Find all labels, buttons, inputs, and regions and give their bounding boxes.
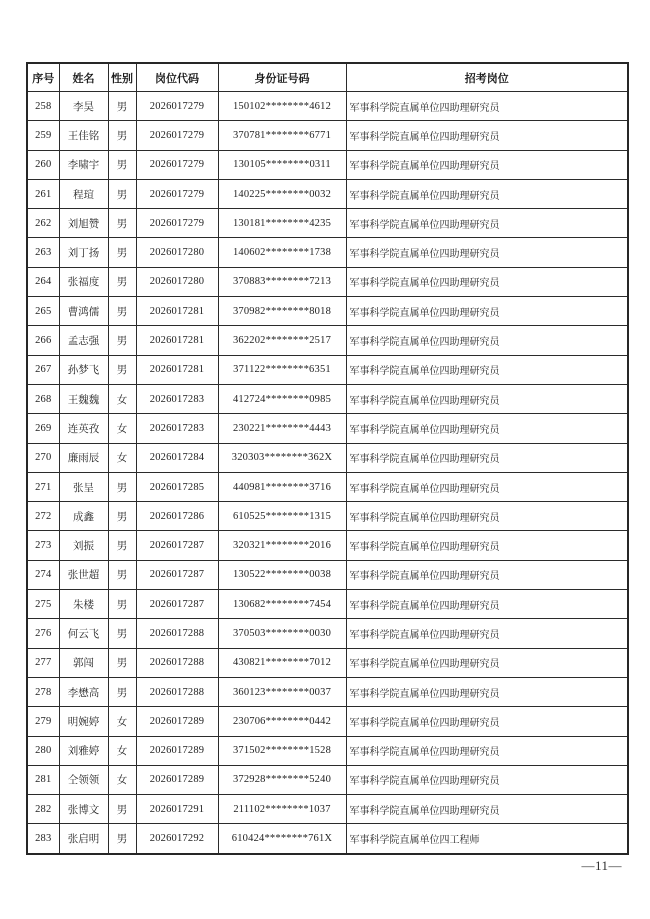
table-row — [27, 443, 628, 472]
table-row — [27, 765, 628, 794]
cell-gender: 女 — [108, 765, 136, 794]
table-row — [27, 121, 628, 150]
cell-name: 仝领领 — [59, 765, 108, 794]
table-row — [27, 531, 628, 560]
column-header-name: 姓名 — [59, 63, 108, 92]
cell-name: 朱楼 — [59, 590, 108, 619]
table-row — [27, 297, 628, 326]
cell-gender: 男 — [108, 472, 136, 501]
cell-no: 260 — [27, 150, 59, 179]
cell-name: 郭闯 — [59, 648, 108, 677]
cell-gender: 男 — [108, 150, 136, 179]
cell-name: 连英孜 — [59, 414, 108, 443]
cell-code: 2026017279 — [136, 150, 218, 179]
cell-code: 2026017283 — [136, 384, 218, 413]
cell-id: 371502********1528 — [218, 736, 346, 765]
cell-code: 2026017289 — [136, 765, 218, 794]
cell-no: 258 — [27, 92, 59, 121]
cell-no: 259 — [27, 121, 59, 150]
cell-name: 孙梦飞 — [59, 355, 108, 384]
cell-gender: 男 — [108, 326, 136, 355]
table-row — [27, 472, 628, 501]
cell-gender: 女 — [108, 707, 136, 736]
cell-no: 264 — [27, 267, 59, 296]
cell-id: 370781********6771 — [218, 121, 346, 150]
cell-no: 262 — [27, 209, 59, 238]
cell-code: 2026017288 — [136, 677, 218, 706]
cell-name: 程瑄 — [59, 179, 108, 208]
cell-id: 140225********0032 — [218, 179, 346, 208]
cell-position: 军事科学院直属单位四助理研究员 — [346, 502, 628, 531]
cell-id: 362202********2517 — [218, 326, 346, 355]
cell-id: 130105********0311 — [218, 150, 346, 179]
table-row — [27, 502, 628, 531]
cell-code: 2026017280 — [136, 238, 218, 267]
cell-position: 军事科学院直属单位四助理研究员 — [346, 179, 628, 208]
cell-code: 2026017291 — [136, 795, 218, 824]
cell-code: 2026017289 — [136, 736, 218, 765]
cell-gender: 男 — [108, 648, 136, 677]
cell-gender: 男 — [108, 267, 136, 296]
cell-id: 140602********1738 — [218, 238, 346, 267]
cell-code: 2026017287 — [136, 590, 218, 619]
cell-position: 军事科学院直属单位四助理研究员 — [346, 619, 628, 648]
table-row — [27, 736, 628, 765]
cell-position: 军事科学院直属单位四助理研究员 — [346, 121, 628, 150]
cell-gender: 女 — [108, 736, 136, 765]
cell-name: 张启明 — [59, 824, 108, 854]
table-row — [27, 648, 628, 677]
cell-no: 268 — [27, 384, 59, 413]
table-row — [27, 238, 628, 267]
cell-position: 军事科学院直属单位四助理研究员 — [346, 209, 628, 238]
cell-code: 2026017284 — [136, 443, 218, 472]
cell-id: 610525********1315 — [218, 502, 346, 531]
page-number: —11— — [581, 858, 622, 873]
cell-code: 2026017288 — [136, 648, 218, 677]
table-row — [27, 326, 628, 355]
table-row — [27, 384, 628, 413]
table-row — [27, 824, 628, 854]
cell-id: 230221********4443 — [218, 414, 346, 443]
table-body — [27, 92, 628, 854]
cell-gender: 女 — [108, 414, 136, 443]
cell-no: 283 — [27, 824, 59, 854]
cell-position: 军事科学院直属单位四助理研究员 — [346, 531, 628, 560]
cell-name: 张福度 — [59, 267, 108, 296]
cell-position: 军事科学院直属单位四助理研究员 — [346, 707, 628, 736]
cell-position: 军事科学院直属单位四助理研究员 — [346, 590, 628, 619]
cell-name: 张世超 — [59, 560, 108, 589]
cell-position: 军事科学院直属单位四助理研究员 — [346, 648, 628, 677]
cell-name: 孟志强 — [59, 326, 108, 355]
cell-position: 军事科学院直属单位四助理研究员 — [346, 736, 628, 765]
cell-no: 272 — [27, 502, 59, 531]
cell-gender: 男 — [108, 121, 136, 150]
cell-name: 刘振 — [59, 531, 108, 560]
cell-no: 278 — [27, 677, 59, 706]
cell-id: 360123********0037 — [218, 677, 346, 706]
cell-position: 军事科学院直属单位四助理研究员 — [346, 443, 628, 472]
cell-position: 军事科学院直属单位四工程师 — [346, 824, 628, 854]
column-header-gender: 性别 — [108, 63, 136, 92]
cell-gender: 女 — [108, 443, 136, 472]
table-row — [27, 179, 628, 208]
cell-no: 274 — [27, 560, 59, 589]
cell-name: 廉雨辰 — [59, 443, 108, 472]
cell-no: 266 — [27, 326, 59, 355]
cell-no: 275 — [27, 590, 59, 619]
cell-code: 2026017280 — [136, 267, 218, 296]
table-row — [27, 677, 628, 706]
cell-gender: 男 — [108, 92, 136, 121]
cell-code: 2026017287 — [136, 560, 218, 589]
table-row — [27, 590, 628, 619]
cell-gender: 男 — [108, 677, 136, 706]
cell-id: 412724********0985 — [218, 384, 346, 413]
cell-gender: 男 — [108, 531, 136, 560]
cell-id: 230706********0442 — [218, 707, 346, 736]
cell-code: 2026017279 — [136, 92, 218, 121]
cell-gender: 男 — [108, 619, 136, 648]
cell-name: 刘雅婷 — [59, 736, 108, 765]
cell-id: 150102********4612 — [218, 92, 346, 121]
cell-id: 440981********3716 — [218, 472, 346, 501]
cell-gender: 男 — [108, 824, 136, 854]
cell-no: 282 — [27, 795, 59, 824]
cell-code: 2026017287 — [136, 531, 218, 560]
cell-gender: 男 — [108, 179, 136, 208]
cell-id: 130181********4235 — [218, 209, 346, 238]
cell-no: 270 — [27, 443, 59, 472]
cell-id: 370982********8018 — [218, 297, 346, 326]
cell-name: 成鑫 — [59, 502, 108, 531]
cell-name: 李懋高 — [59, 677, 108, 706]
cell-no: 267 — [27, 355, 59, 384]
cell-gender: 男 — [108, 238, 136, 267]
cell-code: 2026017285 — [136, 472, 218, 501]
cell-gender: 男 — [108, 297, 136, 326]
cell-name: 李昊 — [59, 92, 108, 121]
table-row — [27, 414, 628, 443]
cell-name: 张呈 — [59, 472, 108, 501]
table-row — [27, 209, 628, 238]
cell-position: 军事科学院直属单位四助理研究员 — [346, 795, 628, 824]
cell-name: 王魏魏 — [59, 384, 108, 413]
cell-code: 2026017281 — [136, 355, 218, 384]
cell-id: 370883********7213 — [218, 267, 346, 296]
table-row — [27, 707, 628, 736]
table-header-row — [27, 63, 628, 92]
cell-id: 130682********7454 — [218, 590, 346, 619]
cell-position: 军事科学院直属单位四助理研究员 — [346, 267, 628, 296]
cell-no: 271 — [27, 472, 59, 501]
cell-gender: 男 — [108, 502, 136, 531]
cell-id: 610424********761X — [218, 824, 346, 854]
table-row — [27, 150, 628, 179]
cell-position: 军事科学院直属单位四助理研究员 — [346, 326, 628, 355]
cell-position: 军事科学院直属单位四助理研究员 — [346, 560, 628, 589]
cell-no: 279 — [27, 707, 59, 736]
cell-code: 2026017292 — [136, 824, 218, 854]
table-row — [27, 560, 628, 589]
cell-code: 2026017283 — [136, 414, 218, 443]
cell-id: 372928********5240 — [218, 765, 346, 794]
cell-code: 2026017286 — [136, 502, 218, 531]
cell-position: 军事科学院直属单位四助理研究员 — [346, 765, 628, 794]
cell-position: 军事科学院直属单位四助理研究员 — [346, 472, 628, 501]
table-row — [27, 795, 628, 824]
cell-position: 军事科学院直属单位四助理研究员 — [346, 384, 628, 413]
cell-code: 2026017281 — [136, 297, 218, 326]
cell-id: 370503********0030 — [218, 619, 346, 648]
cell-code: 2026017281 — [136, 326, 218, 355]
cell-no: 281 — [27, 765, 59, 794]
cell-position: 军事科学院直属单位四助理研究员 — [346, 414, 628, 443]
cell-gender: 男 — [108, 795, 136, 824]
cell-name: 李啸宇 — [59, 150, 108, 179]
cell-position: 军事科学院直属单位四助理研究员 — [346, 238, 628, 267]
cell-gender: 男 — [108, 560, 136, 589]
column-header-no: 序号 — [27, 63, 59, 92]
cell-name: 刘旭赞 — [59, 209, 108, 238]
cell-position: 军事科学院直属单位四助理研究员 — [346, 297, 628, 326]
cell-code: 2026017279 — [136, 121, 218, 150]
cell-no: 277 — [27, 648, 59, 677]
cell-code: 2026017279 — [136, 209, 218, 238]
column-header-code: 岗位代码 — [136, 63, 218, 92]
cell-no: 276 — [27, 619, 59, 648]
cell-position: 军事科学院直属单位四助理研究员 — [346, 677, 628, 706]
cell-no: 265 — [27, 297, 59, 326]
cell-no: 261 — [27, 179, 59, 208]
cell-no: 263 — [27, 238, 59, 267]
table-row — [27, 619, 628, 648]
cell-position: 军事科学院直属单位四助理研究员 — [346, 92, 628, 121]
column-header-position: 招考岗位 — [346, 63, 628, 92]
cell-id: 211102********1037 — [218, 795, 346, 824]
cell-code: 2026017279 — [136, 179, 218, 208]
cell-name: 曹鸿儒 — [59, 297, 108, 326]
cell-gender: 男 — [108, 355, 136, 384]
table-row — [27, 92, 628, 121]
cell-id: 371122********6351 — [218, 355, 346, 384]
cell-no: 273 — [27, 531, 59, 560]
recruitment-roster-table — [26, 62, 629, 855]
cell-id: 320321********2016 — [218, 531, 346, 560]
cell-position: 军事科学院直属单位四助理研究员 — [346, 150, 628, 179]
cell-position: 军事科学院直属单位四助理研究员 — [346, 355, 628, 384]
cell-gender: 女 — [108, 384, 136, 413]
column-header-id: 身份证号码 — [218, 63, 346, 92]
cell-name: 王佳铭 — [59, 121, 108, 150]
cell-gender: 男 — [108, 590, 136, 619]
cell-id: 320303********362X — [218, 443, 346, 472]
table-row — [27, 267, 628, 296]
cell-name: 何云飞 — [59, 619, 108, 648]
table-row — [27, 355, 628, 384]
cell-code: 2026017289 — [136, 707, 218, 736]
cell-no: 269 — [27, 414, 59, 443]
cell-code: 2026017288 — [136, 619, 218, 648]
cell-id: 430821********7012 — [218, 648, 346, 677]
cell-name: 刘丁扬 — [59, 238, 108, 267]
cell-name: 明婉婷 — [59, 707, 108, 736]
cell-gender: 男 — [108, 209, 136, 238]
cell-id: 130522********0038 — [218, 560, 346, 589]
cell-name: 张博文 — [59, 795, 108, 824]
cell-no: 280 — [27, 736, 59, 765]
